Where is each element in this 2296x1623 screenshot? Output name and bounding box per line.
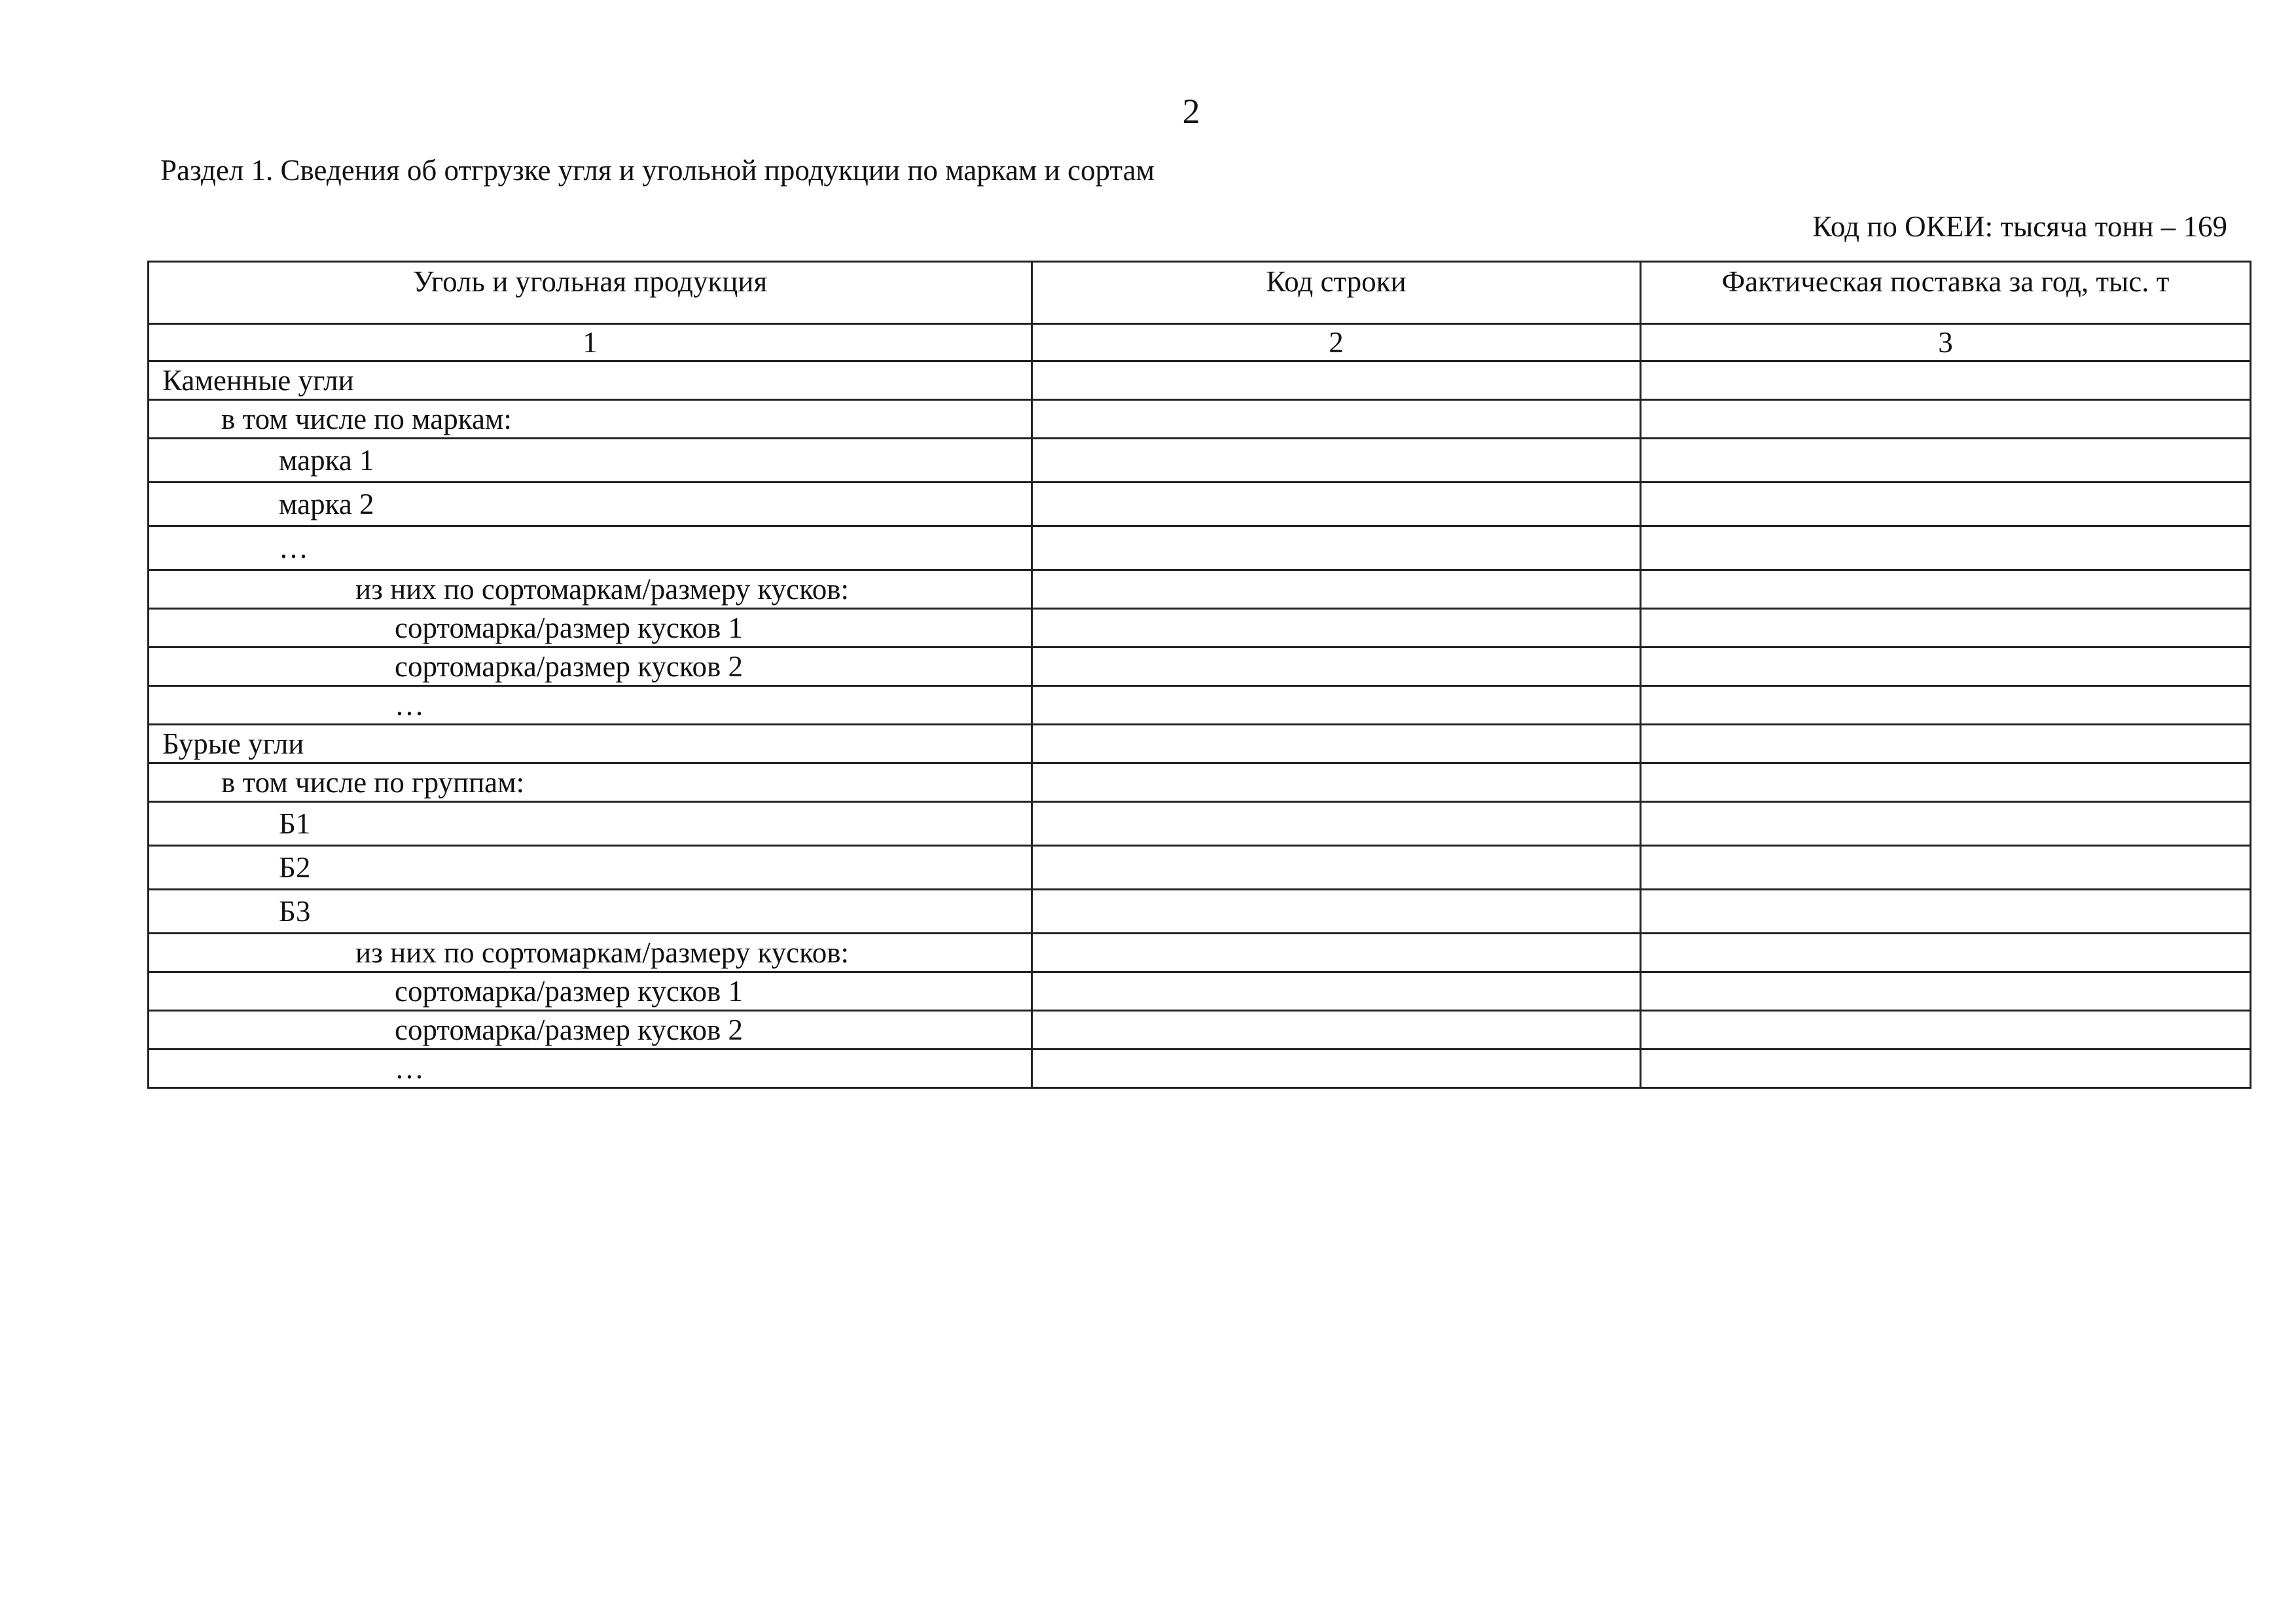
- row-code-cell[interactable]: [1032, 570, 1641, 609]
- row-value-cell[interactable]: [1641, 802, 2251, 846]
- row-label: …: [149, 1049, 1032, 1088]
- row-label: сортомарка/размер кусков 2: [149, 647, 1032, 686]
- row-code-cell[interactable]: [1032, 1011, 1641, 1049]
- row-value-cell[interactable]: [1641, 361, 2251, 400]
- table-row: [149, 439, 2251, 483]
- row-value-cell[interactable]: [1641, 972, 2251, 1011]
- row-code-cell[interactable]: [1032, 439, 1641, 483]
- row-value-cell[interactable]: [1641, 934, 2251, 972]
- row-value-cell[interactable]: [1641, 609, 2251, 647]
- section-title: Раздел 1. Сведения об отгрузке угля и угольной продукции по маркам и сортам: [160, 154, 1155, 187]
- row-label: марка 2: [149, 483, 1032, 526]
- row-value-cell[interactable]: [1641, 846, 2251, 890]
- row-code-cell[interactable]: [1032, 526, 1641, 570]
- row-code-cell[interactable]: [1032, 725, 1641, 763]
- table-row: [149, 725, 2251, 763]
- row-value-cell[interactable]: [1641, 890, 2251, 934]
- table-row: [149, 526, 2251, 570]
- row-code-cell[interactable]: [1032, 483, 1641, 526]
- row-label: Б3: [149, 890, 1032, 934]
- row-code-cell[interactable]: [1032, 1049, 1641, 1088]
- table-row: [149, 686, 2251, 725]
- row-value-cell[interactable]: [1641, 647, 2251, 686]
- table-row: [149, 483, 2251, 526]
- row-code-cell[interactable]: [1032, 609, 1641, 647]
- table-row: [149, 609, 2251, 647]
- row-value-cell[interactable]: [1641, 1011, 2251, 1049]
- header-actual-supply: Фактическая поставка за год, тыс. т: [1641, 262, 2251, 324]
- row-code-cell[interactable]: [1032, 686, 1641, 725]
- table-row: [149, 361, 2251, 400]
- row-label: в том числе по группам:: [149, 763, 1032, 802]
- row-label: …: [149, 526, 1032, 570]
- table-row: [149, 934, 2251, 972]
- row-value-cell[interactable]: [1641, 763, 2251, 802]
- column-number-2: 2: [1032, 324, 1641, 361]
- row-label: сортомарка/размер кусков 1: [149, 609, 1032, 647]
- row-value-cell[interactable]: [1641, 686, 2251, 725]
- row-value-cell[interactable]: [1641, 483, 2251, 526]
- row-value-cell[interactable]: [1641, 1049, 2251, 1088]
- row-label: …: [149, 686, 1032, 725]
- header-product: Уголь и угольная продукция: [149, 262, 1032, 324]
- row-value-cell[interactable]: [1641, 400, 2251, 439]
- row-value-cell[interactable]: [1641, 439, 2251, 483]
- table-row: [149, 846, 2251, 890]
- table-row: [149, 763, 2251, 802]
- row-code-cell[interactable]: [1032, 972, 1641, 1011]
- column-number-1: 1: [149, 324, 1032, 361]
- table-row: [149, 802, 2251, 846]
- column-number-3: 3: [1641, 324, 2251, 361]
- table-row: [149, 890, 2251, 934]
- table-row: [149, 570, 2251, 609]
- row-label: из них по сортомаркам/размеру кусков:: [149, 934, 1032, 972]
- row-code-cell[interactable]: [1032, 890, 1641, 934]
- row-value-cell[interactable]: [1641, 526, 2251, 570]
- table-row: [149, 1011, 2251, 1049]
- row-value-cell[interactable]: [1641, 570, 2251, 609]
- row-label: Бурые угли: [149, 725, 1032, 763]
- table-header-row: [149, 262, 2251, 324]
- shipment-table: [147, 261, 2251, 1089]
- row-label: сортомарка/размер кусков 2: [149, 1011, 1032, 1049]
- row-code-cell[interactable]: [1032, 647, 1641, 686]
- row-label: Б2: [149, 846, 1032, 890]
- row-code-cell[interactable]: [1032, 763, 1641, 802]
- row-code-cell[interactable]: [1032, 361, 1641, 400]
- table-row: [149, 972, 2251, 1011]
- row-code-cell[interactable]: [1032, 802, 1641, 846]
- table-row: [149, 400, 2251, 439]
- column-number-row: [149, 324, 2251, 361]
- row-code-cell[interactable]: [1032, 934, 1641, 972]
- row-label: из них по сортомаркам/размеру кусков:: [149, 570, 1032, 609]
- table-row: [149, 1049, 2251, 1088]
- row-code-cell[interactable]: [1032, 400, 1641, 439]
- row-code-cell[interactable]: [1032, 846, 1641, 890]
- row-value-cell[interactable]: [1641, 725, 2251, 763]
- okei-unit-note: Код по ОКЕИ: тысяча тонн – 169: [1812, 210, 2227, 243]
- row-label: в том числе по маркам:: [149, 400, 1032, 439]
- table-row: [149, 647, 2251, 686]
- row-label: марка 1: [149, 439, 1032, 483]
- row-label: Б1: [149, 802, 1032, 846]
- row-label: Каменные угли: [149, 361, 1032, 400]
- page-number: 2: [1182, 92, 1200, 131]
- row-label: сортомарка/размер кусков 1: [149, 972, 1032, 1011]
- header-row-code: Код строки: [1032, 262, 1641, 324]
